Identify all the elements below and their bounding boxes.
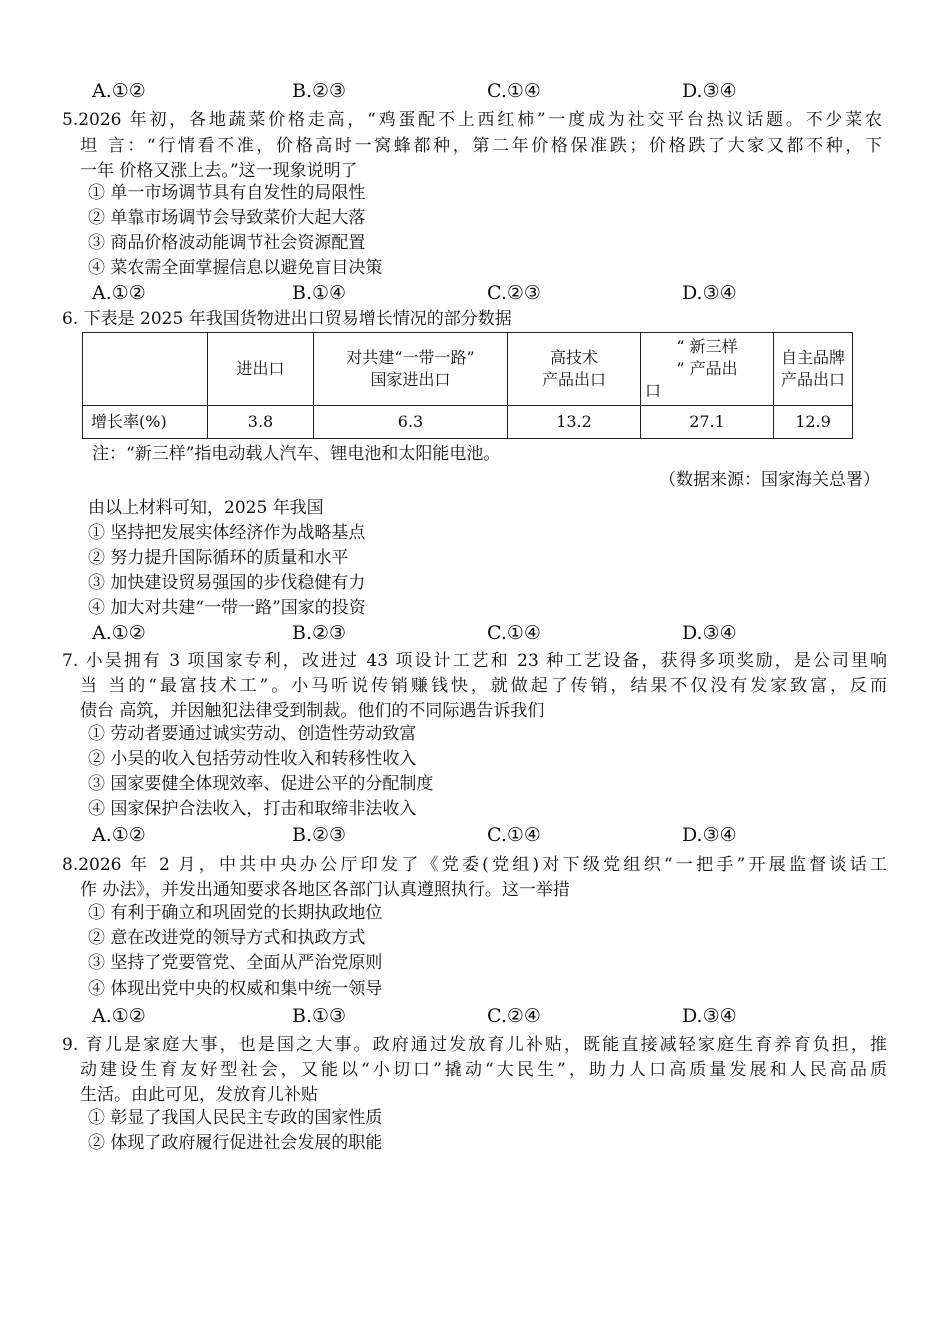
q5-item-3: ③ 商品价格波动能调节社会资源配置 <box>88 233 366 253</box>
option-a: A.①② <box>92 824 146 846</box>
option-a: A.①② <box>92 80 146 102</box>
header-import-export: 进出口 <box>208 333 314 406</box>
table-cell: 3.8 <box>208 406 314 439</box>
option-c: C.①④ <box>487 824 541 846</box>
option-c: C.①④ <box>487 80 541 102</box>
q5-stem-line-2: 坦 言：“行情看不准，价格高时一窝蜂都种，第二年价格保准跌；价格跌了大家又都不种，下 <box>80 136 882 156</box>
option-d: D.③④ <box>682 622 737 644</box>
trade-growth-table <box>82 332 853 439</box>
q6-item-2: ② 努力提升国际循环的质量和水平 <box>88 548 349 568</box>
option-b: B.②③ <box>292 824 347 846</box>
option-c: C.②③ <box>487 282 541 304</box>
header-own-brand: 自主品牌 产品出口 <box>774 333 853 406</box>
q8-item-1: ① 有利于确立和巩固党的长期执政地位 <box>88 903 383 923</box>
row-label-growth-rate: 增长率(%) <box>83 406 208 439</box>
option-a: A.①② <box>92 282 146 304</box>
q6-options <box>92 620 892 646</box>
q7-item-2: ② 小吴的收入包括劳动性收入和转移性收入 <box>88 749 417 769</box>
q8-stem-line-2: 作 办法》，并发出通知要求各地区各部门认真遵照执行。这一举措 <box>80 880 570 900</box>
option-b: B.②③ <box>292 80 347 102</box>
option-d: D.③④ <box>682 80 737 102</box>
q8-stem-line-1: 8.2026 年 2 月，中共中央办公厅印发了《党委(党组)对下级党组织“一把手”开展监督谈话工 <box>62 855 887 875</box>
option-a: A.①② <box>92 1005 146 1027</box>
q6-note: 注：“新三样”指电动载人汽车、锂电池和太阳能电池。 <box>92 444 501 464</box>
q6-item-4: ④ 加大对共建“一带一路”国家的投资 <box>88 598 366 618</box>
q5-options <box>92 280 892 306</box>
option-b: B.②③ <box>292 622 347 644</box>
q7-stem-line-1: 7. 小吴拥有 3 项国家专利，改进过 43 项设计工艺和 23 种工艺设备，获得多项奖励，是公司里响 <box>62 651 887 671</box>
q7-item-4: ④ 国家保护合法收入，打击和取缔非法收入 <box>88 799 417 819</box>
option-d: D.③④ <box>682 824 737 846</box>
q8-item-2: ② 意在改进党的领导方式和执政方式 <box>88 928 366 948</box>
header-new-three: “ 新三样 ” 产品出 口 <box>641 333 774 406</box>
q6-stem: 6. 下表是 2025 年我国货物进出口贸易增长情况的部分数据 <box>62 309 512 329</box>
header-belt-road: 对共建“一带一路” 国家进出口 <box>314 333 508 406</box>
q9-stem-line-1: 9. 育儿是家庭大事，也是国之大事。政府通过发放育儿补贴，既能直接减轻家庭生育养育负担，推 <box>62 1035 887 1055</box>
table-corner <box>83 333 208 406</box>
q8-item-3: ③ 坚持了党要管党、全面从严治党原则 <box>88 953 383 973</box>
q5-item-1: ① 单一市场调节具有自发性的局限性 <box>88 183 366 203</box>
option-d: D.③④ <box>682 282 737 304</box>
q6-item-3: ③ 加快建设贸易强国的步伐稳健有力 <box>88 573 366 593</box>
option-b: B.①③ <box>292 1005 347 1027</box>
q8-options <box>92 1003 892 1029</box>
q5-stem-line-1: 5.2026 年初，各地蔬菜价格走高，“鸡蛋配不上西红柿”一度成为社交平台热议话题。不少菜农 <box>62 110 882 130</box>
q9-item-2: ② 体现了政府履行促进社会发展的职能 <box>88 1133 383 1153</box>
table-cell: 27.1 <box>641 406 774 439</box>
table-cell: 6.3 <box>314 406 508 439</box>
q5-item-2: ② 单靠市场调节会导致菜价大起大落 <box>88 208 366 228</box>
q7-options <box>92 822 892 848</box>
header-high-tech: 高技术 产品出口 <box>508 333 641 406</box>
q7-stem-line-3: 债台 高筑，并因触犯法律受到制裁。他们的不同际遇告诉我们 <box>80 701 545 721</box>
q8-item-4: ④ 体现出党中央的权威和集中统一领导 <box>88 979 383 999</box>
q4-options <box>92 78 892 104</box>
option-a: A.①② <box>92 622 146 644</box>
q6-source: （数据来源：国家海关总署） <box>659 470 880 490</box>
q9-item-1: ① 彰显了我国人民民主专政的国家性质 <box>88 1108 383 1128</box>
q7-item-1: ① 劳动者要通过诚实劳动、创造性劳动致富 <box>88 724 417 744</box>
q5-stem-line-3: 一年 价格又涨上去。”这一现象说明了 <box>80 161 358 181</box>
option-c: C.①④ <box>487 622 541 644</box>
option-d: D.③④ <box>682 1005 737 1027</box>
option-b: B.①④ <box>292 282 347 304</box>
q5-item-4: ④ 菜农需全面掌握信息以避免盲目决策 <box>88 258 383 278</box>
q6-lead: 由以上材料可知，2025 年我国 <box>88 498 324 518</box>
q7-stem-line-2: 当 当的“最富技术工”。小马听说传销赚钱快，就做起了传销，结果不仅没有发家致富，反而 <box>80 676 887 696</box>
q6-item-1: ① 坚持把发展实体经济作为战略基点 <box>88 523 366 543</box>
q9-stem-line-3: 生活。由此可见，发放育儿补贴 <box>80 1085 318 1105</box>
q7-item-3: ③ 国家要健全体现效率、促进公平的分配制度 <box>88 774 434 794</box>
option-c: C.②④ <box>487 1005 541 1027</box>
q9-stem-line-2: 动建设生育友好型社会，又能以“小切口”撬动“大民生”，助力人口高质量发展和人民高品质 <box>80 1060 887 1080</box>
table-cell: 13.2 <box>508 406 641 439</box>
table-cell: 12.9 <box>774 406 853 439</box>
